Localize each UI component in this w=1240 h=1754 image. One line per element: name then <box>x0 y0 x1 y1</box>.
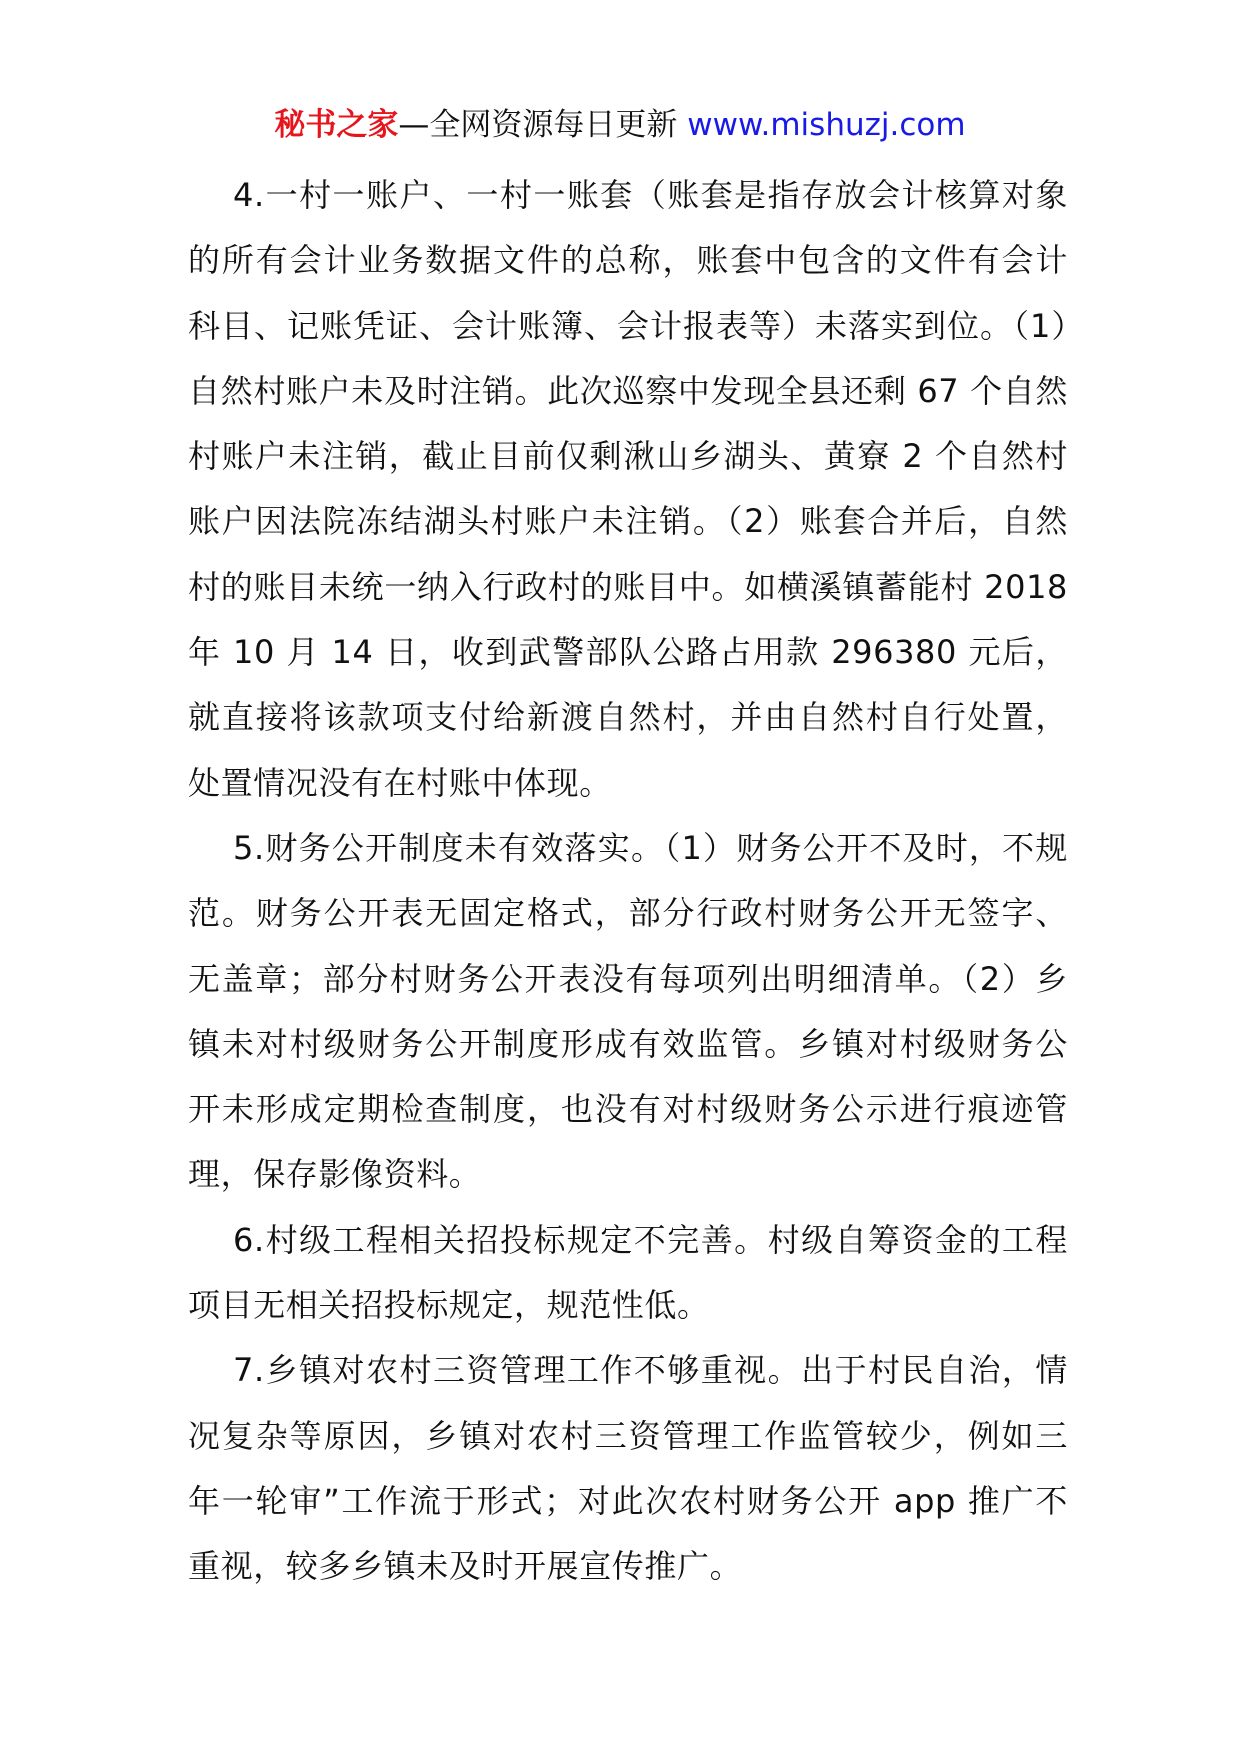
paragraph-6: 6.村级工程相关招投标规定不完善。村级自筹资金的工程项目无相关招投标规定，规范性低。 <box>188 1220 1068 1325</box>
document-body <box>188 163 1068 1600</box>
paragraph-5: 5.财务公开制度未有效落实。（1）财务公开不及时，不规范。财务公开表无固定格式，部分行政村财务公开无签字、无盖章；部分村财务公开表没有每项列出明细清单。（2）乡镇未对村级财务公开制度形成有效监管。乡镇对村级财务公开未形成定期检查制度，也没有对村级财务公示进行痕迹管理，保存影像资料。 <box>188 828 1068 1194</box>
header-tagline: —全网资源每日更新 <box>398 107 688 143</box>
paragraph-4: 4.一村一账户、一村一账套（账套是指存放会计核算对象的所有会计业务数据文件的总称，账套中包含的文件有会计科目、记账凭证、会计账簿、会计报表等）未落实到位。（1）自然村账户未及时注销。此次巡察中发现全县还剩 67 个自然村账户未注销，截止目前仅剩湫山乡湖头、黄寮 2 个自然村账户因法院冻结湖头村账户未注销。（2）账套合并后，自然村的账目未统一纳入行政村的账目中。如横溪镇蓄能村 2018 年 10 月 14 日，收到武警部队公路占用款 296380 元后，就直接将该款项支付给新渡自然村，并由自然村自行处置，处置情况没有在村账中体现。 <box>188 176 1068 802</box>
paragraph-7: 7.乡镇对农村三资管理工作不够重视。出于村民自治，情况复杂等原因，乡镇对农村三资管理工作监管较少，例如三年一轮审”工作流于形式；对此次农村财务公开 app 推广不重视，较多乡镇未及时开展宣传推广。 <box>188 1351 1068 1586</box>
site-url-link[interactable]: www.mishuzj.com <box>687 107 966 143</box>
brand-name: 秘书之家 <box>274 107 399 143</box>
page-header <box>0 100 1240 150</box>
